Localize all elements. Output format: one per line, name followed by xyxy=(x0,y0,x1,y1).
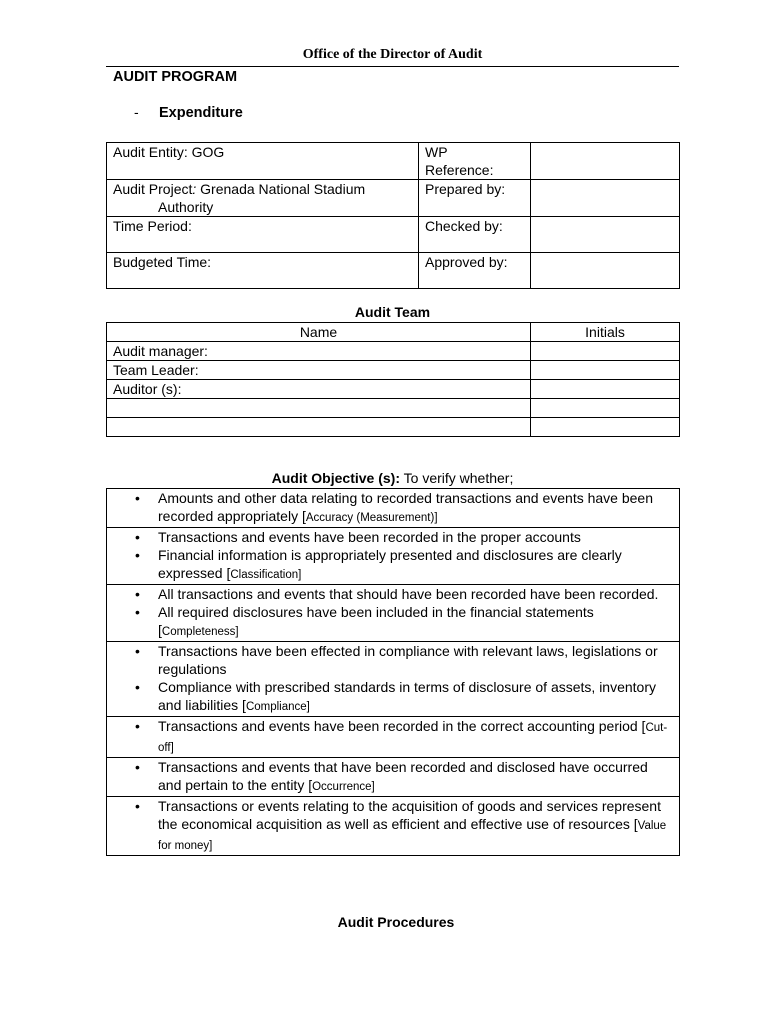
table-row xyxy=(107,797,680,856)
initials-cell[interactable] xyxy=(531,380,680,399)
wp-reference-value[interactable] xyxy=(531,143,680,180)
initials-cell[interactable] xyxy=(531,361,680,380)
list-item: • Financial information is appropriately presented and disclosures are clearly expressed [Classification] xyxy=(107,546,671,584)
col-name-header: Name xyxy=(107,323,531,342)
objective-cell xyxy=(107,489,680,528)
audit-team-table xyxy=(106,322,680,437)
objectives-title-rest: To verify whether; xyxy=(400,470,514,486)
header-rule xyxy=(106,66,679,67)
objective-cell xyxy=(107,642,680,717)
checked-by-value[interactable] xyxy=(531,217,680,253)
objectives-table xyxy=(106,488,680,856)
table-row xyxy=(107,528,680,585)
objectives-title-bold: Audit Objective (s): xyxy=(271,470,400,486)
objective-tag: Value for money] xyxy=(158,820,667,852)
initials-cell[interactable] xyxy=(531,418,680,437)
list-item: • Compliance with prescribed standards in terms of disclosure of assets, inventory and liabilities [Compliance] xyxy=(107,678,671,716)
budgeted-time-label: Budgeted Time: xyxy=(113,254,212,270)
list-item: • Transactions and events that have been recorded and disclosed have occurred and pertain to the entity [Occurrence] xyxy=(107,758,671,796)
section-dash: - xyxy=(134,104,139,120)
table-row xyxy=(107,143,680,180)
table-row xyxy=(107,585,680,642)
table-row xyxy=(107,758,680,797)
table-row xyxy=(107,642,680,717)
team-role-cell: Audit manager: xyxy=(107,342,531,361)
prepared-by-cell xyxy=(419,180,531,217)
col-initials-header: Initials xyxy=(531,323,680,342)
table-row xyxy=(107,399,680,418)
initials-cell[interactable] xyxy=(531,342,680,361)
program-title: AUDIT PROGRAM xyxy=(113,69,238,85)
objective-tag: Cut-off] xyxy=(158,722,668,754)
table-row xyxy=(107,217,680,253)
team-role-cell[interactable] xyxy=(107,399,531,418)
wp-reference-label: WP xyxy=(425,144,448,160)
table-row xyxy=(107,380,680,399)
objective-tag: Compliance] xyxy=(245,701,310,713)
audit-project-value-2: Authority xyxy=(158,199,214,215)
audit-project-value: Grenada National Stadium xyxy=(196,181,366,197)
wp-reference-cell xyxy=(419,143,531,180)
table-row xyxy=(107,418,680,437)
initials-cell[interactable] xyxy=(531,399,680,418)
objective-tag: Classification] xyxy=(230,569,302,581)
audit-project-cell xyxy=(107,180,419,217)
prepared-by-value[interactable] xyxy=(531,180,680,217)
objective-cell xyxy=(107,528,680,585)
objective-tag: Completeness] xyxy=(161,626,239,638)
team-role-cell: Team Leader: xyxy=(107,361,531,380)
audit-team-title: Audit Team xyxy=(354,304,431,320)
table-row xyxy=(107,342,680,361)
audit-project-label: Audit Project xyxy=(113,181,193,197)
time-period-label: Time Period: xyxy=(113,218,192,234)
list-item: • Transactions and events have been recorded in the correct accounting period [Cut-off] xyxy=(107,717,671,757)
audit-info-table xyxy=(106,142,680,289)
team-role-cell: Auditor (s): xyxy=(107,380,531,399)
time-period-cell xyxy=(107,217,419,253)
table-header-row xyxy=(107,323,680,342)
objective-tag: Occurrence] xyxy=(312,781,375,793)
list-item: • Transactions or events relating to the acquisition of goods and services represent the economical acquisition as well as efficient and effective use of resources [Value for money] xyxy=(107,797,671,855)
checked-by-cell xyxy=(419,217,531,253)
list-item: • All transactions and events that should have been recorded have been recorded. xyxy=(107,585,671,603)
wp-reference-label-2: Reference: xyxy=(425,162,494,178)
budgeted-time-cell xyxy=(107,253,419,289)
table-row xyxy=(107,180,680,217)
list-item: • All required disclosures have been included in the financial statements [Completeness] xyxy=(107,603,671,641)
section-heading: Expenditure xyxy=(159,105,243,121)
checked-by-label: Checked by: xyxy=(425,218,503,234)
approved-by-cell xyxy=(419,253,531,289)
list-item: • Amounts and other data relating to recorded transactions and events have been recorded appropriately [Accuracy (Measurement)] xyxy=(107,489,671,527)
objective-cell xyxy=(107,717,680,758)
team-role-cell[interactable] xyxy=(107,418,531,437)
table-row xyxy=(107,717,680,758)
audit-entity-cell xyxy=(107,143,419,180)
objective-cell xyxy=(107,797,680,856)
table-row xyxy=(107,361,680,380)
list-item: • Transactions and events have been recorded in the proper accounts xyxy=(107,528,671,546)
list-item: • Transactions have been effected in compliance with relevant laws, legislations or regulations xyxy=(107,642,671,678)
audit-project-colon: : xyxy=(192,181,197,197)
objectives-title xyxy=(106,470,679,486)
objective-cell xyxy=(107,758,680,797)
audit-entity-label: Audit Entity: GOG xyxy=(113,144,225,160)
table-row xyxy=(107,253,680,289)
approved-by-label: Approved by: xyxy=(425,254,508,270)
prepared-by-label: Prepared by: xyxy=(425,181,506,197)
approved-by-value[interactable] xyxy=(531,253,680,289)
table-row xyxy=(107,489,680,528)
objective-tag: Accuracy (Measurement)] xyxy=(305,512,438,524)
audit-procedures-title: Audit Procedures xyxy=(337,914,455,930)
office-header: Office of the Director of Audit xyxy=(302,47,483,62)
objective-cell xyxy=(107,585,680,642)
